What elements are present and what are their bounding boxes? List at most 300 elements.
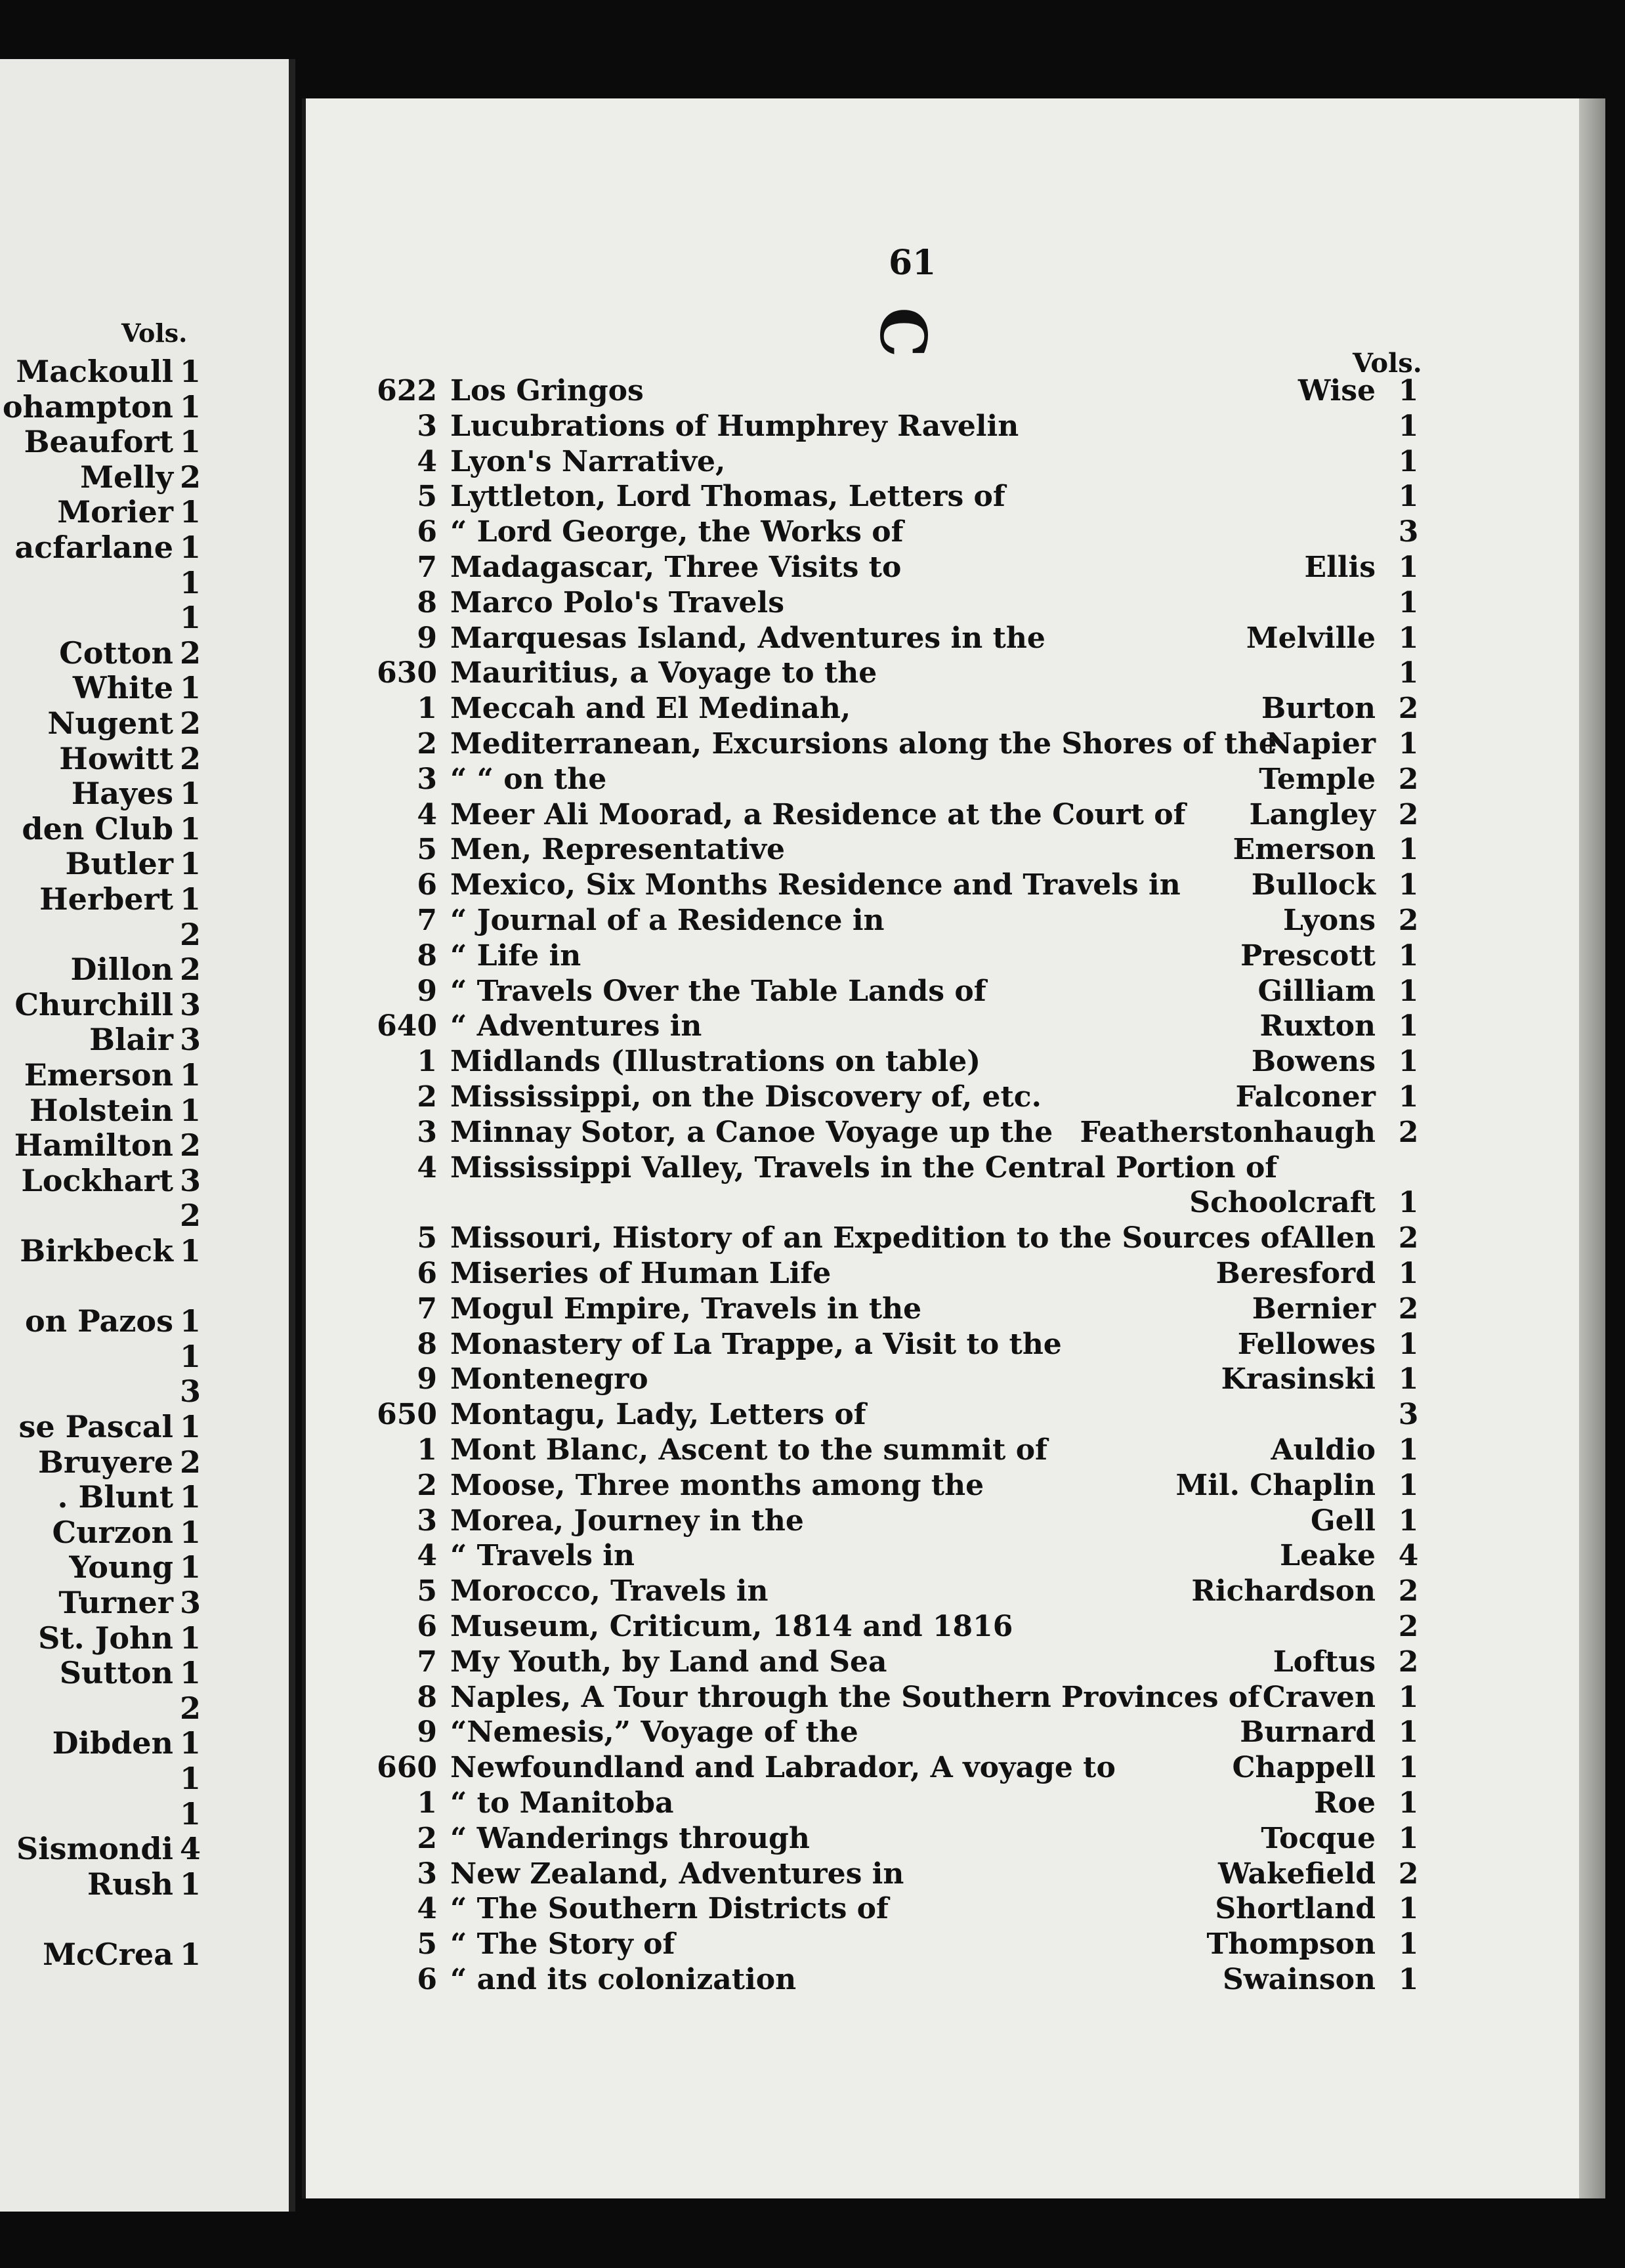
catalogue-entry bbox=[306, 1857, 1422, 1891]
left-vols-count: 1 bbox=[180, 1057, 201, 1093]
entry-number: 5 bbox=[417, 1927, 437, 1962]
left-vols-count: 1 bbox=[180, 1796, 201, 1832]
left-vols-count: 1 bbox=[180, 494, 201, 530]
entry-author: Wakefield bbox=[1217, 1857, 1376, 1891]
left-list-item bbox=[0, 1162, 201, 1198]
left-author-name: se Pascal bbox=[18, 1409, 173, 1444]
left-vols-count: 2 bbox=[180, 1690, 201, 1726]
left-vols-count: 1 bbox=[180, 670, 201, 706]
entry-vols: 1 bbox=[1398, 656, 1419, 690]
entry-title: Mississippi, on the Discovery of, etc. bbox=[450, 1080, 1042, 1114]
left-vols-count: 1 bbox=[180, 1620, 201, 1656]
entry-author: Ellis bbox=[1304, 551, 1376, 584]
entry-vols: 1 bbox=[1398, 1715, 1419, 1750]
left-vols-count: 1 bbox=[180, 1937, 201, 1972]
entry-number: 5 bbox=[417, 480, 437, 514]
left-list-item bbox=[0, 388, 201, 425]
catalogue-entry bbox=[306, 692, 1422, 726]
entry-number: 6 bbox=[417, 515, 437, 549]
left-list-item bbox=[0, 1022, 201, 1058]
left-list-item bbox=[0, 1761, 201, 1796]
left-list-item bbox=[0, 776, 201, 812]
entry-author: Leake bbox=[1280, 1539, 1376, 1573]
catalogue-entry bbox=[306, 868, 1422, 902]
entry-number: 2 bbox=[417, 727, 437, 761]
left-vols-count: 3 bbox=[180, 1162, 201, 1198]
entry-number: 9 bbox=[417, 1362, 437, 1396]
entry-vols: 2 bbox=[1398, 1292, 1419, 1326]
entry-vols: 1 bbox=[1398, 727, 1419, 761]
catalogue-entry bbox=[306, 1574, 1422, 1608]
entry-title: Mediterranean, Excursions along the Shores of the bbox=[450, 727, 1277, 761]
left-author-name: Beaufort bbox=[24, 424, 173, 460]
entry-vols: 1 bbox=[1398, 868, 1419, 902]
entry-title: Newfoundland and Labrador, A voyage to bbox=[450, 1751, 1116, 1785]
entry-title: Missouri, History of an Expedition to the Sources of bbox=[450, 1221, 1292, 1255]
entry-number: 2 bbox=[417, 1080, 437, 1114]
catalogue-entry bbox=[306, 1045, 1422, 1079]
entry-title: Marquesas Island, Adventures in the bbox=[450, 621, 1045, 655]
entry-number: 6 bbox=[417, 868, 437, 902]
entry-vols: 2 bbox=[1398, 1610, 1419, 1643]
left-list-item bbox=[0, 705, 201, 741]
left-list-item bbox=[0, 564, 201, 600]
catalogue-entry bbox=[306, 1292, 1422, 1326]
catalogue-entry bbox=[306, 1681, 1422, 1715]
catalogue-entry bbox=[306, 1186, 1422, 1220]
catalogue-entry bbox=[306, 1257, 1422, 1291]
entry-number: 3 bbox=[417, 762, 437, 796]
entry-title: Lucubrations of Humphrey Ravelin bbox=[450, 409, 1019, 443]
entry-author: Lyons bbox=[1282, 904, 1376, 937]
entry-title: Men, Representative bbox=[450, 833, 786, 867]
entry-author: Beresford bbox=[1215, 1257, 1376, 1290]
left-list-item bbox=[0, 810, 201, 847]
entry-title: Montenegro bbox=[450, 1362, 648, 1396]
entry-author: Bernier bbox=[1252, 1292, 1376, 1326]
left-author-name: Blair bbox=[89, 1022, 173, 1058]
entry-title: “ Journal of a Residence in bbox=[450, 904, 885, 937]
left-vols-count: 1 bbox=[180, 388, 201, 425]
left-vols-count: 2 bbox=[180, 635, 201, 671]
entry-author: Mil. Chaplin bbox=[1175, 1468, 1376, 1502]
left-vols-count: 1 bbox=[180, 1338, 201, 1374]
entry-author: Burton bbox=[1261, 692, 1376, 726]
entry-vols: 1 bbox=[1398, 1468, 1419, 1502]
catalogue-entry bbox=[306, 515, 1422, 549]
left-list-item bbox=[0, 1514, 201, 1550]
catalogue-entry bbox=[306, 939, 1422, 973]
page-number: 61 bbox=[889, 243, 937, 283]
entry-number: 8 bbox=[417, 1327, 437, 1361]
entry-author: Shortland bbox=[1215, 1892, 1376, 1926]
entry-author: Craven bbox=[1262, 1680, 1376, 1714]
left-list-item bbox=[0, 530, 201, 565]
entry-author: Wise bbox=[1298, 374, 1376, 408]
entry-author: Auldio bbox=[1271, 1433, 1376, 1467]
entry-title: Mont Blanc, Ascent to the summit of bbox=[450, 1433, 1047, 1467]
entry-vols: 1 bbox=[1398, 444, 1419, 478]
entry-number: 4 bbox=[417, 1150, 437, 1185]
entry-author: Bowens bbox=[1251, 1045, 1376, 1079]
entry-title: “ Adventures in bbox=[450, 1009, 702, 1043]
entry-number: 1 bbox=[417, 1433, 437, 1467]
entry-author: Temple bbox=[1259, 762, 1376, 796]
entry-vols: 2 bbox=[1398, 762, 1419, 796]
catalogue-entry bbox=[306, 1009, 1422, 1043]
left-author-name: Howitt bbox=[59, 740, 173, 776]
left-vols-count: 1 bbox=[180, 424, 201, 460]
entry-vols: 1 bbox=[1398, 1009, 1419, 1043]
left-vols-count: 2 bbox=[180, 916, 201, 952]
left-vols-count: 1 bbox=[180, 1233, 201, 1269]
entry-number: 3 bbox=[417, 409, 437, 443]
left-vols-count: 1 bbox=[180, 1761, 201, 1796]
entry-number: 6 bbox=[417, 1610, 437, 1643]
catalogue-entry bbox=[306, 1080, 1422, 1114]
entry-number: 1 bbox=[417, 692, 437, 726]
left-vols-count: 2 bbox=[180, 740, 201, 776]
left-vols-count: 1 bbox=[180, 600, 201, 636]
left-author-name: Lockhart bbox=[21, 1162, 173, 1198]
entry-author: Loftus bbox=[1273, 1645, 1376, 1679]
left-list-item bbox=[0, 424, 201, 460]
entry-title: Miseries of Human Life bbox=[450, 1257, 832, 1290]
left-vols-count: 1 bbox=[180, 1514, 201, 1550]
entry-author: Emerson bbox=[1233, 833, 1376, 867]
entry-number: 5 bbox=[417, 1221, 437, 1255]
left-author-name: Dibden bbox=[52, 1725, 173, 1761]
entry-vols: 3 bbox=[1398, 1398, 1419, 1432]
entry-title: Lyttleton, Lord Thomas, Letters of bbox=[450, 480, 1005, 514]
left-vols-count: 1 bbox=[180, 776, 201, 812]
entry-vols: 1 bbox=[1398, 1892, 1419, 1926]
catalogue-entry bbox=[306, 798, 1422, 832]
entry-vols: 1 bbox=[1398, 585, 1419, 620]
catalogue-entry bbox=[306, 1751, 1422, 1785]
entry-vols: 1 bbox=[1398, 1257, 1419, 1290]
entry-vols: 2 bbox=[1398, 797, 1419, 831]
entry-author: Ruxton bbox=[1259, 1009, 1376, 1043]
entry-number: 8 bbox=[417, 585, 437, 620]
entry-vols: 1 bbox=[1398, 1821, 1419, 1855]
catalogue-entry bbox=[306, 1822, 1422, 1856]
entry-title: “ The Story of bbox=[450, 1927, 675, 1962]
entry-title: Montagu, Lady, Letters of bbox=[450, 1398, 866, 1432]
left-vols-count: 1 bbox=[180, 1303, 201, 1339]
entry-author: Thompson bbox=[1206, 1927, 1376, 1962]
left-vols-count: 2 bbox=[180, 459, 201, 495]
catalogue-entry bbox=[306, 833, 1422, 867]
left-list-item bbox=[0, 1549, 201, 1586]
left-list-item bbox=[0, 1269, 197, 1303]
entry-vols: 2 bbox=[1398, 1574, 1419, 1608]
entry-title: Mexico, Six Months Residence and Travels in bbox=[450, 868, 1181, 902]
left-list-item bbox=[0, 1303, 201, 1339]
left-author-name: Holstein bbox=[30, 1092, 173, 1128]
entry-number: 6 bbox=[417, 1963, 437, 1996]
left-author-name: Curzon bbox=[52, 1514, 173, 1550]
left-list-item bbox=[0, 1725, 201, 1761]
entry-author: Featherstonhaugh bbox=[1080, 1115, 1376, 1149]
left-list-item bbox=[0, 986, 201, 1022]
catalogue-entry bbox=[306, 1433, 1422, 1467]
left-vols-count: 4 bbox=[180, 1831, 201, 1867]
entry-number: 5 bbox=[417, 1574, 437, 1608]
catalogue-entry bbox=[306, 586, 1422, 620]
catalogue-entry bbox=[306, 1469, 1422, 1503]
left-list-item bbox=[0, 881, 201, 917]
entry-number: 8 bbox=[417, 1680, 437, 1714]
entry-number: 622 bbox=[377, 374, 437, 408]
entry-vols: 1 bbox=[1398, 1963, 1419, 1996]
entry-author: Swainson bbox=[1223, 1963, 1376, 1996]
entry-title: “ Travels in bbox=[450, 1539, 635, 1573]
left-vols-heading: Vols. bbox=[121, 318, 188, 348]
entry-vols: 1 bbox=[1398, 1327, 1419, 1361]
entry-title: Minnay Sotor, a Canoe Voyage up the bbox=[450, 1115, 1053, 1149]
entry-vols: 1 bbox=[1398, 974, 1419, 1008]
entry-author: Chappell bbox=[1232, 1751, 1376, 1785]
left-list-item bbox=[0, 1479, 201, 1515]
entry-author: Bullock bbox=[1251, 868, 1376, 902]
entry-title: Marco Polo's Travels bbox=[450, 585, 785, 620]
catalogue-page bbox=[302, 98, 1605, 2198]
entry-title: “ Life in bbox=[450, 938, 581, 973]
left-vols-count: 1 bbox=[180, 530, 201, 565]
entry-author: Prescott bbox=[1240, 938, 1376, 973]
catalogue-entry bbox=[306, 763, 1422, 797]
left-author-name: Bruyere bbox=[37, 1444, 173, 1480]
entry-title: “Nemesis,” Voyage of the bbox=[450, 1715, 858, 1750]
left-author-name: Young bbox=[69, 1549, 173, 1586]
entry-title: Mauritius, a Voyage to the bbox=[450, 656, 877, 690]
left-vols-count: 2 bbox=[180, 952, 201, 988]
catalogue-entry bbox=[306, 1328, 1422, 1362]
entry-vols: 1 bbox=[1398, 1927, 1419, 1962]
entry-number: 3 bbox=[417, 1857, 437, 1891]
left-list-item bbox=[0, 1690, 201, 1726]
left-vols-count: 1 bbox=[180, 1479, 201, 1515]
entry-vols: 1 bbox=[1398, 1080, 1419, 1114]
entry-number: 640 bbox=[377, 1009, 437, 1043]
entry-number: 9 bbox=[417, 974, 437, 1008]
previous-page-strip bbox=[0, 59, 295, 2212]
entry-number: 3 bbox=[417, 1115, 437, 1149]
entry-author: Gilliam bbox=[1257, 974, 1376, 1008]
left-list-item bbox=[0, 1409, 201, 1444]
entry-vols: 1 bbox=[1398, 1045, 1419, 1079]
left-vols-count: 3 bbox=[180, 1022, 201, 1058]
entry-number: 4 bbox=[417, 1539, 437, 1573]
left-author-name: Hayes bbox=[71, 776, 173, 812]
left-author-name: Rush bbox=[87, 1866, 173, 1902]
entry-number: 7 bbox=[417, 551, 437, 584]
entry-vols: 1 bbox=[1398, 1433, 1419, 1467]
left-author-name: Turner bbox=[58, 1585, 173, 1620]
entry-vols: 2 bbox=[1398, 904, 1419, 937]
left-list-item bbox=[0, 1902, 197, 1936]
catalogue-entry bbox=[306, 551, 1422, 585]
catalogue-entry bbox=[306, 480, 1422, 514]
entry-title: “ Travels Over the Table Lands of bbox=[450, 974, 986, 1008]
left-vols-count: 2 bbox=[180, 1198, 201, 1234]
entry-title: Madagascar, Three Visits to bbox=[450, 551, 902, 584]
entry-title: Naples, A Tour through the Southern Provinces of bbox=[450, 1680, 1261, 1714]
left-list-item bbox=[0, 846, 201, 882]
left-author-name: White bbox=[72, 670, 173, 706]
left-list-item bbox=[0, 1444, 201, 1480]
entry-vols: 1 bbox=[1398, 1362, 1419, 1396]
left-author-name: . Blunt bbox=[57, 1479, 173, 1515]
left-list-item bbox=[0, 1585, 201, 1620]
catalogue-entry bbox=[306, 410, 1422, 444]
entry-title: Morea, Journey in the bbox=[450, 1503, 804, 1538]
entry-vols: 2 bbox=[1398, 1857, 1419, 1891]
catalogue-entry bbox=[306, 621, 1422, 656]
left-list-item bbox=[0, 1831, 201, 1867]
entry-number: 2 bbox=[417, 1821, 437, 1855]
catalogue-entry bbox=[306, 445, 1422, 479]
catalogue-entry bbox=[306, 1715, 1422, 1750]
left-vols-count: 1 bbox=[180, 564, 201, 600]
entry-title: “ Lord George, the Works of bbox=[450, 515, 904, 549]
left-list-item bbox=[0, 1127, 201, 1164]
left-list-item bbox=[0, 1937, 201, 1972]
left-list-item bbox=[0, 1620, 201, 1656]
left-author-name: Mackoull bbox=[16, 354, 173, 389]
left-vols-count: 1 bbox=[180, 1725, 201, 1761]
left-list-item bbox=[0, 1866, 201, 1902]
catalogue-entry bbox=[306, 1398, 1422, 1432]
left-vols-count: 2 bbox=[180, 1444, 201, 1480]
left-author-name: Dillon bbox=[70, 952, 173, 988]
catalogue-entry bbox=[306, 904, 1422, 938]
entry-number: 9 bbox=[417, 1715, 437, 1750]
entry-number: 650 bbox=[377, 1398, 437, 1432]
left-vols-count: 1 bbox=[180, 846, 201, 882]
entry-number: 5 bbox=[417, 833, 437, 867]
left-author-name: Emerson bbox=[24, 1057, 173, 1093]
left-vols-count: 1 bbox=[180, 810, 201, 847]
entry-number: 4 bbox=[417, 444, 437, 478]
entry-author: Burnard bbox=[1240, 1715, 1376, 1750]
left-author-name: Nugent bbox=[47, 705, 173, 741]
left-author-name: Churchill bbox=[14, 986, 173, 1022]
entry-title: Morocco, Travels in bbox=[450, 1574, 769, 1608]
entry-vols: 1 bbox=[1398, 833, 1419, 867]
left-list-item bbox=[0, 600, 201, 636]
entry-title: Moose, Three months among the bbox=[450, 1468, 984, 1502]
entry-author: Roe bbox=[1314, 1786, 1376, 1820]
left-list-item bbox=[0, 1233, 201, 1269]
entry-vols: 1 bbox=[1398, 409, 1419, 443]
entry-author: Falconer bbox=[1235, 1080, 1376, 1114]
entry-vols: 1 bbox=[1398, 551, 1419, 584]
entry-number: 9 bbox=[417, 621, 437, 655]
entry-vols: 2 bbox=[1398, 1221, 1419, 1255]
left-vols-count: 1 bbox=[180, 1866, 201, 1902]
left-vols-count: 1 bbox=[180, 354, 201, 389]
entry-number: 4 bbox=[417, 1892, 437, 1926]
entry-title: My Youth, by Land and Sea bbox=[450, 1645, 887, 1679]
entry-number: 3 bbox=[417, 1503, 437, 1538]
left-list-item bbox=[0, 459, 201, 495]
entry-number: 7 bbox=[417, 1292, 437, 1326]
catalogue-entry bbox=[306, 1610, 1422, 1644]
entry-number: 1 bbox=[417, 1045, 437, 1079]
left-author-name: Hamilton bbox=[14, 1127, 173, 1164]
left-list-item bbox=[0, 670, 201, 706]
entry-title: Monastery of La Trappe, a Visit to the bbox=[450, 1327, 1062, 1361]
entry-vols: 1 bbox=[1398, 374, 1419, 408]
left-vols-count: 2 bbox=[180, 1127, 201, 1164]
catalogue-entry bbox=[306, 1892, 1422, 1926]
left-author-name: on Pazos bbox=[24, 1303, 173, 1339]
left-vols-count: 2 bbox=[180, 705, 201, 741]
entry-title: Mississippi Valley, Travels in the Central Portion of bbox=[450, 1150, 1278, 1185]
entry-vols: 2 bbox=[1398, 1645, 1419, 1679]
section-letter: C bbox=[866, 307, 940, 358]
entry-title: “ The Southern Districts of bbox=[450, 1892, 889, 1926]
entry-title: Midlands (Illustrations on table) bbox=[450, 1045, 981, 1079]
entry-author: Richardson bbox=[1191, 1574, 1376, 1608]
entry-author: Napier bbox=[1265, 727, 1376, 761]
left-vols-count: 1 bbox=[180, 1549, 201, 1586]
entry-vols: 1 bbox=[1398, 1751, 1419, 1785]
catalogue-entry bbox=[306, 1362, 1422, 1396]
catalogue-entry bbox=[306, 1504, 1422, 1538]
catalogue-entry bbox=[306, 1786, 1422, 1820]
left-vols-count: 3 bbox=[180, 1585, 201, 1620]
entry-vols: 2 bbox=[1398, 692, 1419, 726]
catalogue-entry bbox=[306, 1963, 1422, 1997]
entry-vols: 4 bbox=[1398, 1539, 1419, 1573]
left-author-name: Morier bbox=[57, 494, 173, 530]
entry-vols: 1 bbox=[1398, 1503, 1419, 1538]
entry-vols: 3 bbox=[1398, 515, 1419, 549]
entry-title: Los Gringos bbox=[450, 374, 644, 408]
entry-number: 630 bbox=[377, 656, 437, 690]
left-vols-count: 3 bbox=[180, 1374, 201, 1410]
left-author-name: McCrea bbox=[43, 1937, 173, 1972]
entry-number: 2 bbox=[417, 1468, 437, 1502]
catalogue-entry bbox=[306, 1539, 1422, 1573]
left-list-item bbox=[0, 635, 201, 671]
left-list-item bbox=[0, 1092, 201, 1128]
catalogue-entry bbox=[306, 1927, 1422, 1962]
entry-vols: 1 bbox=[1398, 938, 1419, 973]
left-list-item bbox=[0, 952, 201, 988]
entry-title: Meer Ali Moorad, a Residence at the Court of bbox=[450, 797, 1186, 831]
entry-author: Schoolcraft bbox=[1189, 1186, 1376, 1220]
catalogue-entry bbox=[306, 1116, 1422, 1150]
catalogue-entry bbox=[306, 374, 1422, 408]
left-author-name: den Club bbox=[22, 810, 173, 847]
left-author-name: Sismondi bbox=[16, 1831, 173, 1867]
left-list-item bbox=[0, 740, 201, 776]
entry-number: 8 bbox=[417, 938, 437, 973]
left-list-item bbox=[0, 1057, 201, 1093]
left-author-name: Birkbeck bbox=[20, 1233, 173, 1269]
left-list-item bbox=[0, 1374, 201, 1410]
left-list-item bbox=[0, 494, 201, 530]
entry-vols: 1 bbox=[1398, 621, 1419, 655]
left-list-item bbox=[0, 354, 201, 389]
entry-number: 7 bbox=[417, 904, 437, 937]
entry-number: 660 bbox=[377, 1751, 437, 1785]
entry-title: “ to Manitoba bbox=[450, 1786, 674, 1820]
